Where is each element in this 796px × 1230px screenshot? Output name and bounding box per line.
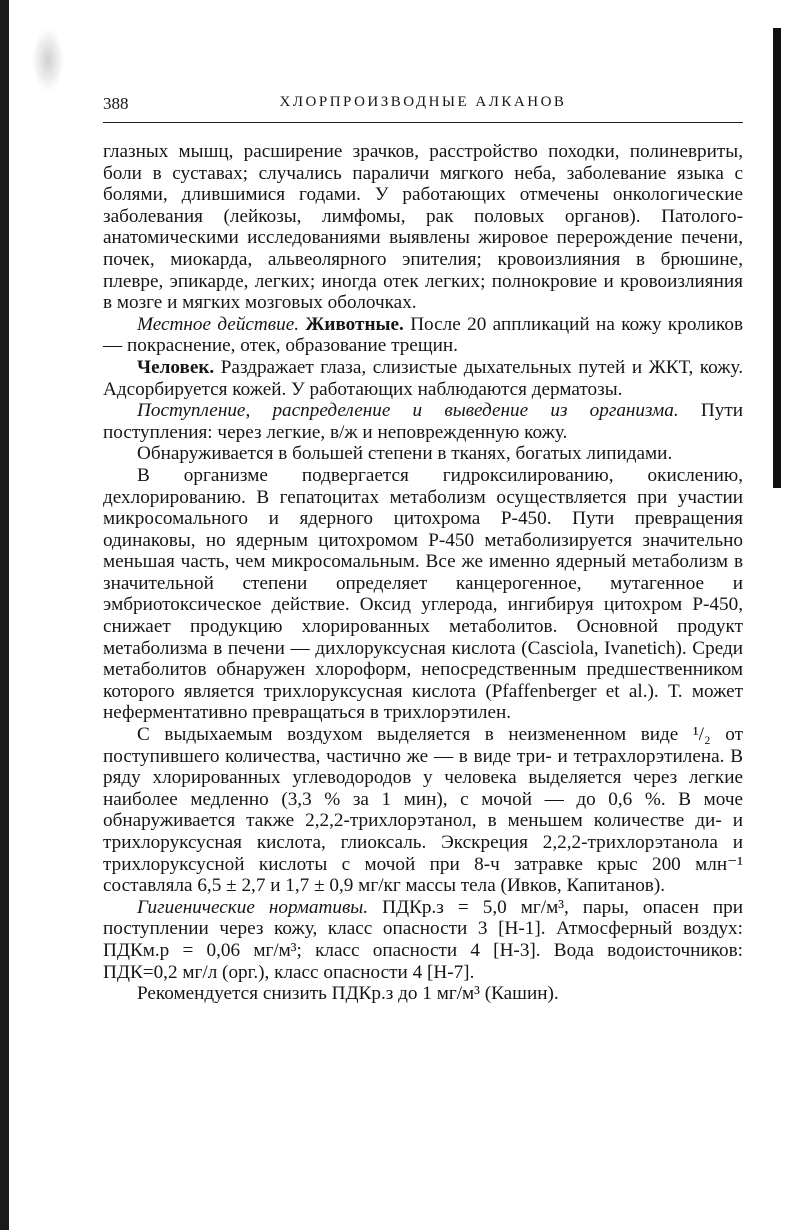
section-heading-intake: Поступление, распределение и выведение из организма. [137, 400, 679, 422]
paragraph-human [103, 357, 743, 400]
local-action-text: После 20 аппликаций на кожу кроликов — покраснение, отек, образование трещин. [103, 313, 744, 357]
paragraph-distribution: Обнаруживается в большей степени в тканях, богатых липидами. [137, 443, 673, 465]
header-rule [103, 122, 743, 123]
section-heading-local-action: Местное действие. [137, 313, 300, 335]
paragraph-excretion: С выдыхаемым воздухом выделяется в неизмененном виде ¹/₂ от поступившего количества, частично же — в виде три- и тетрахлорэтилена. В ряду хлорированных углеводородов у человека выделяется через легкие наиболее медленно (3,3 % за 1 мин), с мочой — до 0,6 %. В моче обнаруживается также 2,2,2-трихлорэтанол, в меньшем количестве ди- и трихлоруксусная кислота, глиоксаль. Экскреция 2,2,2-трихлорэтанола и трихлоруксусной кислоты с мочой при 8-ч затравке крыс 200 млн⁻¹ составляла 6,5 ± 2,7 и 1,7 ± 0,9 мг/кг массы тела (Ивков, Капитанов). [103, 724, 743, 897]
page-header [103, 92, 743, 118]
scan-smudge [32, 28, 64, 92]
body-text [103, 141, 743, 1005]
subheading-animals: Животные. [305, 313, 404, 335]
paragraph-hygiene-norms [103, 897, 743, 983]
scan-edge-left [0, 0, 9, 1230]
section-heading-hygiene: Гигиенические нормативы. [137, 896, 369, 918]
subheading-human: Человек. [137, 356, 215, 378]
paragraph-intake [103, 400, 743, 443]
paragraph-recommendation: Рекомендуется снизить ПДКр.з до 1 мг/м³ (Кашин). [137, 983, 559, 1005]
running-title: ХЛОРПРОИЗВОДНЫЕ АЛКАНОВ [279, 94, 567, 110]
paragraph-metabolism: В организме подвергается гидроксилированию, окислению, дехлорированию. В гепатоцитах метаболизм осуществляется при участии микросомального и ядерного цитохрома Р-450. Пути превращения одинаковы, но ядерным цитохромом Р-450 метаболизируется значительно меньшая часть, чем микросомальным. Все же именно ядерный метаболизм в значительной степени определяет канцерогенное, мутагенное и эмбриотоксическое действие. Оксид углерода, ингибируя цитохром Р-450, снижает продукцию хлорированных метаболитов. Основной продукт метаболизма в печени — дихлоруксусная кислота (Casciola, Ivanetich). Среди метаболитов обнаружен хлороформ, непосредственным предшественником которого является трихлоруксусная кислота (Pfaffenberger et al.). Т. может неферментативно превращаться в трихлорэтилен. [103, 464, 743, 724]
paragraph-local-action [103, 314, 743, 357]
scan-edge-right [773, 28, 781, 488]
hygiene-text: ПДКр.з = 5,0 мг/м³, пары, опасен при поступлении через кожу, класс опасности 3 [Н-1]. Атмосферный воздух: ПДКм.р = 0,06 мг/м³; класс опасности 4 [Н-3]. Вода водоисточников: ПДК=0,2 мг/л (орг.), класс опасности 4 [Н-7]. [103, 896, 744, 983]
paragraph-symptoms: глазных мышц, расширение зрачков, расстройство походки, полиневриты, боли в суставах; случались параличи мягкого неба, заболевание языка с болями, длившимися годами. У работающих отмечены онкологические заболевания (лейкозы, лимфомы, рак половых органов). Патолого-анатомическими исследованиями выявлены жировое перерождение печени, почек, миокарда, альвеолярного эпителия; кровоизлияния в брюшине, плевре, эпикарде, легких; иногда отек легких; полнокровие и кровоизлияния в мозге и мягких мозговых оболочках. [103, 141, 743, 314]
page-number: 388 [103, 94, 129, 113]
intake-text: Пути поступления: через легкие, в/ж и неповрежденную кожу. [103, 400, 743, 443]
human-text: Раздражает глаза, слизистые дыхательных путей и ЖКТ, кожу. Адсорбируется кожей. У работающих наблюдаются дерматозы. [103, 356, 743, 400]
